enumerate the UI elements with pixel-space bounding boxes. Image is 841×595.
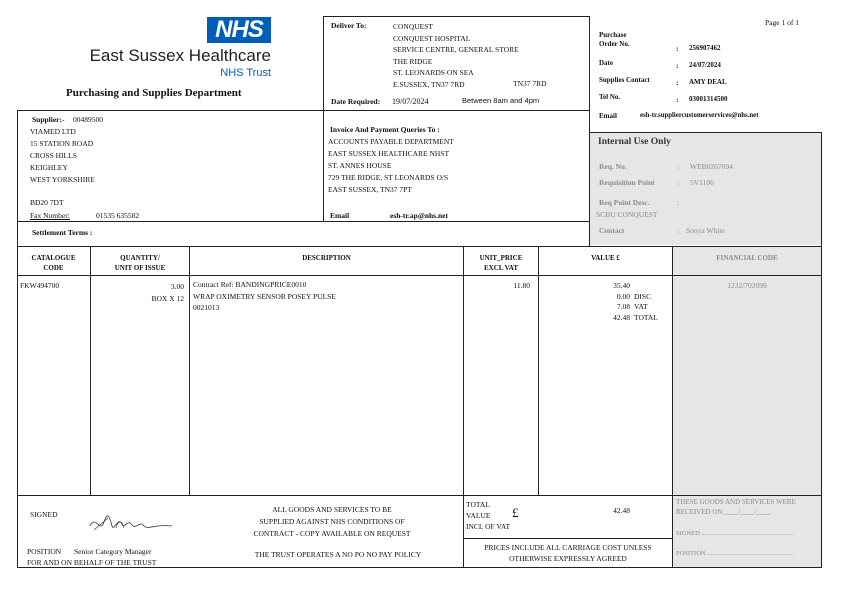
deliver-to-label: Deliver To: bbox=[331, 21, 367, 30]
req-no-value: WEB0267094 bbox=[690, 162, 733, 171]
header-description: DESCRIPTION bbox=[302, 254, 351, 262]
row-vat-value: 7.08 bbox=[616, 302, 630, 311]
received-signed: SIGNED ......................................................... bbox=[676, 530, 795, 537]
invoice-label: Invoice And Payment Queries To : bbox=[330, 125, 440, 134]
row-values: 35.40 0.00 DISC 7.08 VAT 42.48 TOTAL bbox=[590, 281, 658, 323]
currency-symbol: £ bbox=[512, 505, 519, 520]
invoice-address: ACCOUNTS PAYABLE DEPARTMENT EAST SUSSEX HEALTHCARE NHST ST. ANNES HOUSE 729 THE RIDGE, ST LEONARDS O/S EAST SUSSEX, TN37 7PT bbox=[328, 137, 454, 194]
internal-labels: Req. No. Requisition Point Req Point Desc. bbox=[599, 162, 655, 207]
fax-value: 01535 635582 bbox=[96, 211, 140, 220]
header-quantity: QUANTITY/ UNIT OF ISSUE bbox=[114, 254, 166, 272]
deliver-to-address: CONQUEST CONQUEST HOSPITAL SERVICE CENTRE, GENERAL STORE THE RIDGE ST. LEONARDS ON SEA E.SUSSEX, TN37 7RD bbox=[393, 22, 519, 89]
order-no-value: 256907462 bbox=[689, 44, 721, 52]
row-total-value: 42.48 bbox=[613, 312, 630, 322]
date-required-label: Date Required: bbox=[331, 97, 381, 106]
invoice-email-label: Email bbox=[330, 211, 350, 220]
page-label: Page 1 of 1 bbox=[765, 18, 799, 27]
row-disc-value: 0.00 bbox=[616, 291, 630, 301]
date-required-value: 19/07/2024 bbox=[392, 97, 429, 106]
nhs-logo: NHS bbox=[207, 17, 271, 43]
row-qty-value: 3.00 bbox=[170, 282, 184, 291]
position-value: Senior Category Manager bbox=[74, 547, 152, 556]
internal-use-title: Internal Use Only bbox=[598, 137, 671, 147]
fax-label: Fax Number: bbox=[30, 211, 70, 220]
req-point-value: 5V1106 bbox=[690, 178, 714, 187]
department-title: Purchasing and Supplies Department bbox=[66, 87, 242, 99]
supplies-contact-value: AMY DEAL bbox=[689, 78, 727, 86]
no-po-policy: THE TRUST OPERATES A NO PO NO PAY POLICY bbox=[254, 550, 422, 559]
order-date-value: 24/07/2024 bbox=[689, 61, 721, 69]
internal-contact-value: Sonya White bbox=[686, 226, 725, 235]
tel-value: 03001314500 bbox=[689, 95, 728, 103]
signed-label: SIGNED bbox=[30, 510, 58, 519]
header-unit-price: UNIT_PRICE EXCL VAT bbox=[479, 254, 523, 272]
supplier-postcode: BD20 7DT bbox=[30, 198, 64, 207]
row-catalogue-code: FKW494700 bbox=[20, 281, 60, 290]
settlement-terms-label: Settlement Terms : bbox=[32, 228, 93, 237]
carriage-note: PRICES INCLUDE ALL CARRIAGE COST UNLESS OTHERWISE EXPRESSLY AGREED bbox=[484, 543, 652, 563]
req-point-desc-value: SCBU CONQUEST bbox=[596, 210, 658, 219]
received-position: POSITION ..................................................... bbox=[676, 550, 794, 557]
order-email-label: Email bbox=[599, 112, 617, 120]
supplier-address: VIAMED LTD 15 STATION ROAD CROSS HILLS KEIGHLEY WEST YORKSHIRE bbox=[30, 127, 95, 184]
invoice-email-value: esh-tr.ap@nhs.net bbox=[390, 211, 448, 220]
header-financial-code: FINANCIAL CODE bbox=[716, 254, 778, 262]
row-financial-code: 1232/702099 bbox=[727, 281, 767, 290]
order-info-values bbox=[689, 40, 728, 108]
row-description: Contract Ref: BANDINGPRICE0010 WRAP OXIMETRY SENSOR POSEY PULSE 0021013 bbox=[193, 280, 336, 312]
row-net-value: 35.40 bbox=[613, 281, 630, 290]
order-email-value: esh-tr.suppliercustomerservices@nhs.net bbox=[640, 112, 759, 119]
row-unit-price: 11.80 bbox=[513, 281, 530, 290]
received-note: THESE GOODS AND SERVICES WERE RECEIVED ON ____/____/____ bbox=[676, 498, 796, 516]
total-value: 42.48 bbox=[613, 506, 630, 515]
deliver-postcode: TN37 7RD bbox=[513, 79, 547, 88]
terms-text: ALL GOODS AND SERVICES TO BE SUPPLIED AGAINST NHS CONDITIONS OF CONTRACT - COPY AVAILABLE ON REQUEST bbox=[253, 505, 411, 538]
order-info-labels: Purchase Order No. Date Supplies Contact Tel No. bbox=[599, 31, 650, 101]
signature-image bbox=[88, 512, 174, 534]
total-labels: TOTAL VALUE INCL OF VAT bbox=[466, 500, 511, 531]
delivery-time-window: Between 8am and 4pm bbox=[462, 96, 540, 105]
order-info-colons: : : : : bbox=[676, 44, 679, 104]
internal-contact-colon: : bbox=[677, 226, 680, 235]
position-label: POSITION bbox=[27, 547, 62, 556]
internal-colons: : : : bbox=[677, 162, 680, 207]
trust-name: NHS Trust bbox=[220, 67, 271, 79]
behalf-text: FOR AND ON BEHALF OF THE TRUST bbox=[27, 558, 157, 567]
header-value: VALUE £ bbox=[591, 254, 620, 262]
internal-contact-label: Contact bbox=[599, 226, 625, 235]
supplier-code: 00489500 bbox=[73, 115, 103, 124]
supplier-label: Supplier:- bbox=[32, 115, 65, 124]
org-name: East Sussex Healthcare bbox=[89, 46, 271, 65]
row-unit-value: BOX X 12 bbox=[151, 294, 184, 303]
row-quantity bbox=[140, 281, 184, 305]
internal-values bbox=[690, 159, 733, 191]
header-catalogue-code: CATALOGUE CODE bbox=[31, 254, 76, 272]
